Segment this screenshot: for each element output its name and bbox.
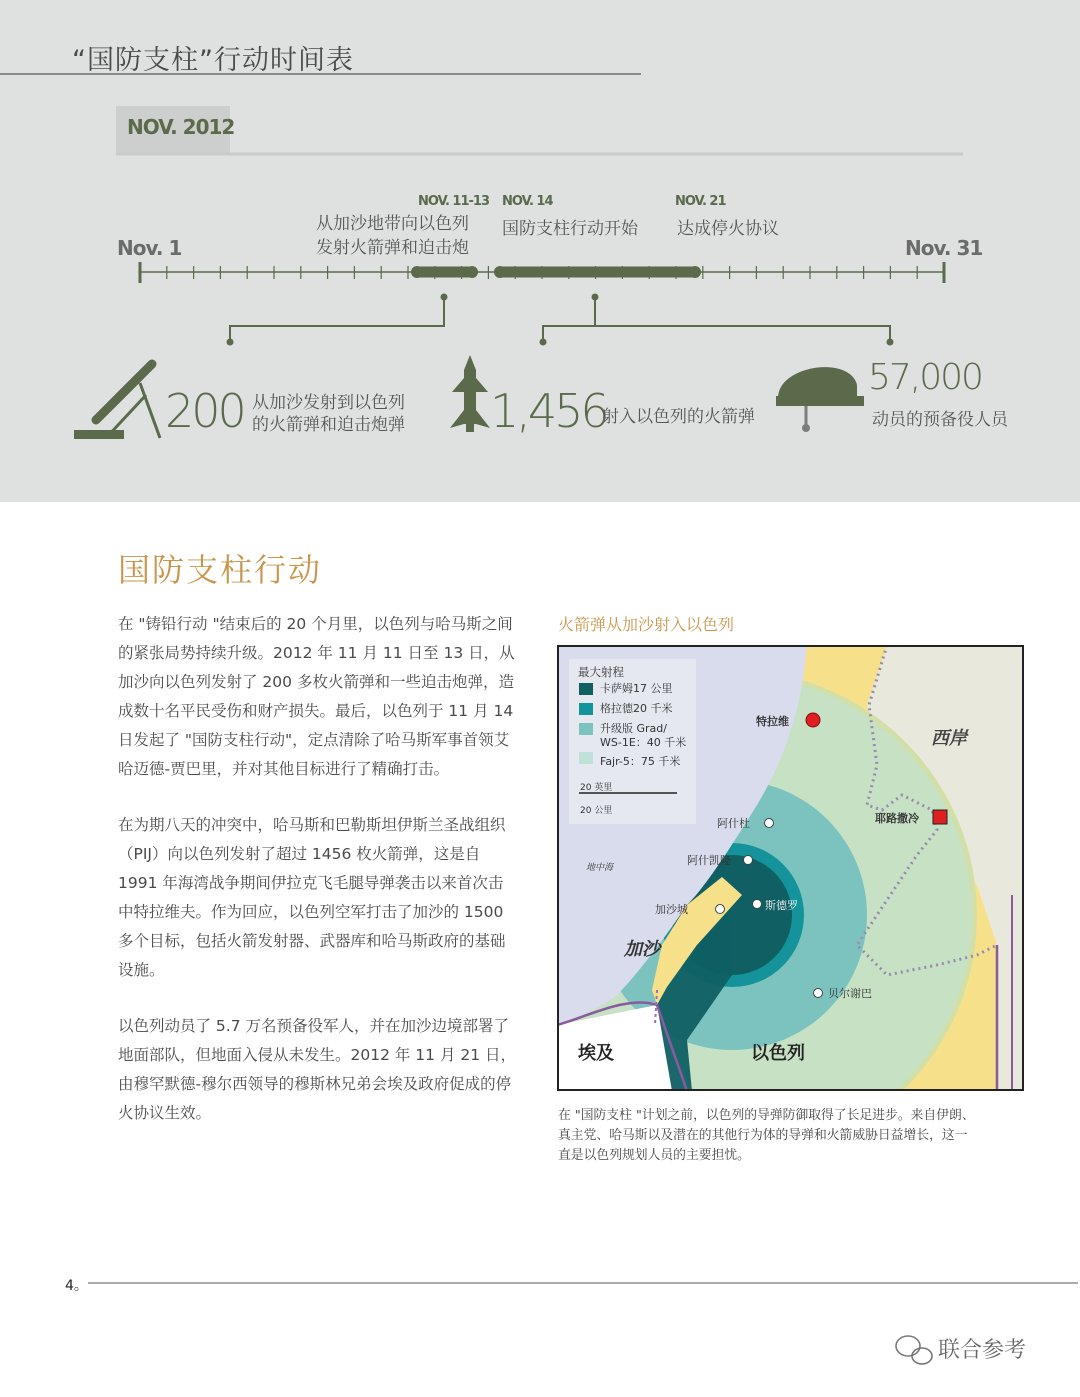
label-ashdod: 阿什杜 [717,817,750,830]
mortar-icon [74,364,160,439]
stat-reservists-label: 动员的预备役人员 [872,410,1008,430]
event-date-nov21: NOV. 21 [675,194,726,209]
legend-label-grad-upgraded: 升级版 Grad/ [600,722,667,735]
article-paragraph: 在 "铸铅行动 "结束后的 20 个月里，以色列与哈马斯之间的紧张局势持续升级。2012 年 11 月 11 日至 13 日，从加沙向以色列发射了 200 多枚火箭弹和一些迫击炮弹，造成数十名平民受伤和财产损失。最后，以色列于 11 月 14 日发起了 "国防支柱行动"，定点清除了哈马斯军事首领艾哈迈德-贾巴里，并对其他目标进行了精确打击。 [118,615,515,778]
map-title: 火箭弹从加沙射入以色列 [558,615,735,634]
label-israel: 以色列 [751,1043,805,1064]
range2-end-dot [689,266,701,278]
event-text-nov14: 国防支柱行动开始 [502,219,638,239]
event-text-nov11-13: 从加沙地带向以色列 发射火箭弹和迫击炮 [316,214,469,258]
article-paragraph: 以色列动员了 5.7 万名预备役军人，并在加沙边境部署了地面部队，但地面入侵从未发生。2012 年 11 月 21 日，由穆罕默德-穆尔西领导的穆斯林兄弟会埃及政府促成的停火协议生效。 [118,1017,517,1122]
scale-km-label: 20 公里 [580,806,613,816]
rocket-icon [450,355,490,432]
legend-swatch-fajr5 [579,752,593,764]
legend-label-fajr5: Fajr-5：75 千米 [600,755,681,768]
label-jerusalem: 耶路撒冷 [875,812,919,825]
legend-label-grad: 格拉德20 千米 [600,702,673,715]
label-gaza-city: 加沙城 [655,903,688,916]
stat-reservists-number: 57,000 [868,357,982,398]
stat-rockets-mortars-label: 从加沙发射到以色列 的火箭弹和迫击炮弹 [252,393,405,435]
stat-rockets-number: 1,456 [490,384,607,438]
legend-heading: 最大射程 [578,665,624,679]
range-start-dot [411,266,423,278]
article-paragraph: 在为期八天的冲突中，哈马斯和巴勒斯坦伊斯兰圣战组织（PIJ）向以色列发射了超过 1456 枚火箭弹，这是自 1991 年海湾战争期间伊拉克飞毛腿导弹袭击以来首次击中特拉维夫。作为回应，以色列空军打击了加沙的 1500 多个目标，包括火箭发射器、武器库和哈马斯政府的基础设施。 [118,816,506,979]
range2-start-dot [494,266,506,278]
label-mediterranean: 地中海 [586,863,614,873]
legend-label-qassam: 卡萨姆17 公里 [600,682,673,695]
range-end-dot [466,266,478,278]
label-sderot: 斯德罗 [765,899,798,912]
article-body [118,610,518,1155]
scale-miles-label: 20 英里 [580,783,613,793]
month-badge: NOV. 2012 [127,115,235,139]
legend-label-grad-upgraded-2: WS-1E：40 千米 [600,736,687,749]
stat-rockets-mortars-number: 200 [165,384,244,438]
helmet-icon [776,367,864,432]
jerusalem-marker [933,810,947,824]
event-date-nov11-13: NOV. 11-13 [418,194,490,209]
start-label: Nov. 1 [117,236,182,260]
legend-swatch-qassam [579,683,593,695]
map-caption: 在 "国防支柱 "计划之前，以色列的导弹防御取得了长足进步。来自伊朗、真主党、哈马斯以及潜在的其他行为体的导弹和火箭威胁日益增长，这一直是以色列规划人员的主要担忧。 [558,1108,975,1163]
label-egypt: 埃及 [578,1043,614,1064]
end-label: Nov. 31 [905,236,983,260]
beersheba-marker [814,989,823,998]
legend-swatch-grad-upgraded [579,723,593,735]
watermark: 联合参考 [938,1338,1027,1363]
article-title: 国防支柱行动 [118,551,323,589]
event-date-nov14: NOV. 14 [502,194,553,209]
ashkelon-marker [744,856,753,865]
label-ashkelon: 阿什凯隆 [687,854,731,867]
stat-rockets-label: 射入以色列的火箭弹 [602,407,755,427]
tel-aviv-marker [806,713,820,727]
legend-swatch-grad [579,703,593,715]
label-west-bank: 西岸 [931,728,967,749]
wechat-icon [896,1336,932,1364]
ashdod-marker [765,819,774,828]
page-number: 4。 [65,1278,88,1294]
connectors [230,297,890,342]
label-beersheba: 贝尔谢巴 [828,987,872,1000]
label-tel-aviv: 特拉维 [756,715,789,728]
timeline-title: “国防支柱”行动时间表 [72,45,354,76]
event-text-nov21: 达成停火协议 [677,219,779,239]
label-gaza: 加沙 [624,939,660,960]
gaza-city-marker [716,905,725,914]
sderot-marker [753,900,762,909]
connector-dots [227,294,894,346]
